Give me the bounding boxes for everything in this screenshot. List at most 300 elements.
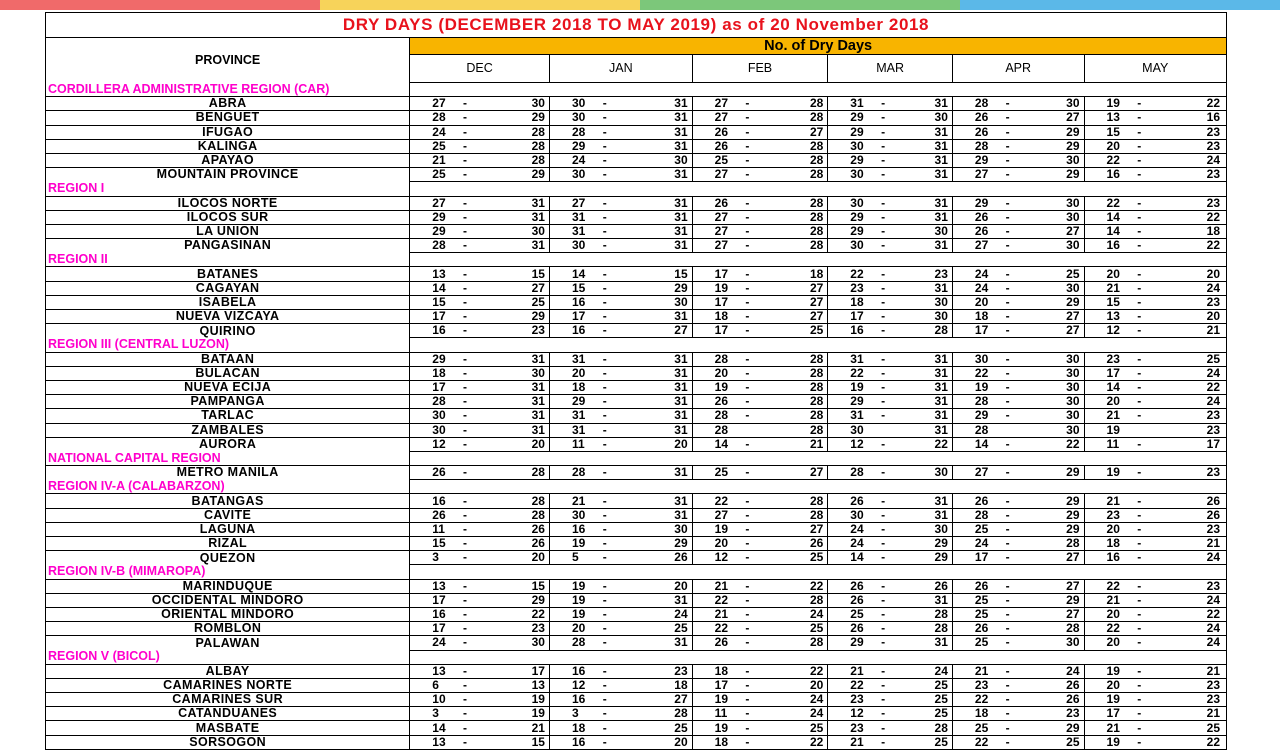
- range-dash-mar: -: [876, 437, 890, 451]
- range-start-dec: 29: [410, 224, 458, 238]
- range-start-feb: 20: [692, 537, 740, 551]
- range-end-apr: 28: [1015, 537, 1084, 551]
- range-dash-feb: -: [740, 324, 754, 338]
- range-start-mar: 22: [828, 267, 876, 281]
- range-start-may: 14: [1084, 224, 1132, 238]
- province-name: PANGASINAN: [46, 239, 410, 253]
- range-end-jan: 30: [612, 522, 692, 536]
- range-dash-feb: -: [740, 153, 754, 167]
- range-end-dec: 29: [472, 168, 549, 182]
- range-dash-may: -: [1132, 735, 1146, 749]
- range-end-apr: 29: [1015, 494, 1084, 508]
- province-name: PALAWAN: [46, 636, 410, 650]
- province-name: NUEVA VIZCAYA: [46, 310, 410, 324]
- range-start-mar: 30: [828, 139, 876, 153]
- range-dash-feb: -: [740, 622, 754, 636]
- range-end-apr: 27: [1015, 224, 1084, 238]
- range-dash-apr: -: [1001, 281, 1015, 295]
- range-end-jan: 30: [612, 295, 692, 309]
- range-dash-feb: -: [740, 593, 754, 607]
- range-end-mar: 31: [890, 239, 952, 253]
- range-dash-apr: -: [1001, 522, 1015, 536]
- range-dash-feb: -: [740, 522, 754, 536]
- province-name: CAMARINES NORTE: [46, 678, 410, 692]
- range-end-may: 23: [1146, 139, 1226, 153]
- range-start-mar: 19: [828, 380, 876, 394]
- color-segment-blue: [960, 0, 1280, 10]
- table-row: [46, 366, 1226, 380]
- range-dash-mar: -: [876, 111, 890, 125]
- range-dash-feb: [740, 423, 754, 437]
- range-dash-apr: -: [1001, 437, 1015, 451]
- range-start-dec: 13: [410, 579, 458, 593]
- table-row: [46, 125, 1226, 139]
- range-dash-may: -: [1132, 579, 1146, 593]
- range-dash-apr: -: [1001, 693, 1015, 707]
- range-dash-feb: -: [740, 380, 754, 394]
- range-end-jan: 31: [612, 196, 692, 210]
- range-start-feb: 27: [692, 224, 740, 238]
- range-start-mar: 31: [828, 97, 876, 111]
- table-row: [46, 607, 1226, 621]
- range-end-mar: 31: [890, 210, 952, 224]
- range-end-apr: 25: [1015, 267, 1084, 281]
- range-start-dec: 3: [410, 551, 458, 565]
- province-name: LA UNION: [46, 224, 410, 238]
- range-start-may: 12: [1084, 324, 1132, 338]
- range-start-apr: 26: [952, 210, 1000, 224]
- range-dash-dec: -: [458, 324, 472, 338]
- range-start-feb: 28: [692, 409, 740, 423]
- range-start-dec: 6: [410, 678, 458, 692]
- range-end-dec: 28: [472, 466, 549, 480]
- range-dash-feb: -: [740, 537, 754, 551]
- range-dash-dec: -: [458, 267, 472, 281]
- region-row-filler: [410, 565, 1226, 579]
- table-row: [46, 466, 1226, 480]
- region-name: REGION V (BICOL): [46, 650, 410, 664]
- province-column-header: PROVINCE: [46, 38, 410, 83]
- range-end-apr: 29: [1015, 721, 1084, 735]
- table-row: [46, 423, 1226, 437]
- range-end-dec: 27: [472, 281, 549, 295]
- range-end-apr: 30: [1015, 281, 1084, 295]
- range-start-feb: 17: [692, 678, 740, 692]
- table-row: [46, 693, 1226, 707]
- range-dash-may: -: [1132, 494, 1146, 508]
- range-dash-feb: -: [740, 111, 754, 125]
- range-dash-apr: -: [1001, 622, 1015, 636]
- range-start-apr: 17: [952, 551, 1000, 565]
- range-dash-mar: -: [876, 607, 890, 621]
- range-start-may: 23: [1084, 508, 1132, 522]
- range-start-feb: 19: [692, 721, 740, 735]
- range-end-jan: 31: [612, 593, 692, 607]
- range-end-apr: 30: [1015, 196, 1084, 210]
- range-start-jan: 16: [549, 522, 597, 536]
- range-dash-jan: -: [598, 707, 612, 721]
- range-end-dec: 31: [472, 352, 549, 366]
- range-dash-mar: -: [876, 267, 890, 281]
- range-start-apr: 19: [952, 380, 1000, 394]
- range-start-may: 11: [1084, 437, 1132, 451]
- range-start-dec: 26: [410, 508, 458, 522]
- range-start-jan: 20: [549, 622, 597, 636]
- range-start-mar: 28: [828, 466, 876, 480]
- region-name: CORDILLERA ADMINISTRATIVE REGION (CAR): [46, 83, 410, 97]
- province-name: CAGAYAN: [46, 281, 410, 295]
- range-start-dec: 27: [410, 97, 458, 111]
- province-name: OCCIDENTAL MINDORO: [46, 593, 410, 607]
- range-start-may: 15: [1084, 125, 1132, 139]
- range-end-feb: 28: [754, 380, 827, 394]
- range-end-dec: 31: [472, 423, 549, 437]
- range-end-jan: 31: [612, 380, 692, 394]
- range-end-mar: 31: [890, 125, 952, 139]
- range-dash-mar: -: [876, 494, 890, 508]
- table-row: [46, 324, 1226, 338]
- range-end-may: 22: [1146, 97, 1226, 111]
- range-end-may: 25: [1146, 721, 1226, 735]
- range-start-apr: 23: [952, 678, 1000, 692]
- range-start-dec: 21: [410, 153, 458, 167]
- range-start-dec: 16: [410, 607, 458, 621]
- range-end-dec: 23: [472, 324, 549, 338]
- province-name: KALINGA: [46, 139, 410, 153]
- range-end-mar: 31: [890, 366, 952, 380]
- range-start-feb: 17: [692, 295, 740, 309]
- range-dash-jan: -: [598, 551, 612, 565]
- range-start-feb: 27: [692, 111, 740, 125]
- range-dash-feb: -: [740, 721, 754, 735]
- range-start-apr: 28: [952, 97, 1000, 111]
- range-end-jan: 30: [612, 153, 692, 167]
- range-end-feb: 24: [754, 607, 827, 621]
- range-start-apr: 18: [952, 310, 1000, 324]
- range-start-may: 19: [1084, 466, 1132, 480]
- range-end-may: 23: [1146, 295, 1226, 309]
- range-start-dec: 24: [410, 636, 458, 650]
- range-dash-jan: -: [598, 522, 612, 536]
- range-start-may: 22: [1084, 579, 1132, 593]
- range-start-mar: 12: [828, 437, 876, 451]
- province-name: MASBATE: [46, 721, 410, 735]
- range-end-mar: 25: [890, 735, 952, 749]
- range-start-mar: 29: [828, 224, 876, 238]
- range-start-apr: 25: [952, 721, 1000, 735]
- range-start-feb: 19: [692, 693, 740, 707]
- range-end-jan: 31: [612, 224, 692, 238]
- range-start-may: 13: [1084, 111, 1132, 125]
- range-start-may: 20: [1084, 636, 1132, 650]
- range-start-apr: 25: [952, 522, 1000, 536]
- range-start-apr: 25: [952, 636, 1000, 650]
- range-start-jan: 27: [549, 196, 597, 210]
- range-start-mar: 12: [828, 707, 876, 721]
- range-end-feb: 27: [754, 522, 827, 536]
- range-end-dec: 28: [472, 153, 549, 167]
- range-dash-mar: -: [876, 522, 890, 536]
- range-end-mar: 30: [890, 111, 952, 125]
- range-end-mar: 31: [890, 409, 952, 423]
- range-end-feb: 18: [754, 267, 827, 281]
- range-end-apr: 30: [1015, 380, 1084, 394]
- range-dash-feb: -: [740, 707, 754, 721]
- range-dash-feb: -: [740, 437, 754, 451]
- range-start-feb: 27: [692, 210, 740, 224]
- province-name: QUEZON: [46, 551, 410, 565]
- range-end-mar: 28: [890, 721, 952, 735]
- range-start-may: 13: [1084, 310, 1132, 324]
- range-dash-mar: -: [876, 579, 890, 593]
- range-end-dec: 30: [472, 97, 549, 111]
- range-end-may: 26: [1146, 494, 1226, 508]
- range-end-mar: 31: [890, 97, 952, 111]
- region-row: [46, 338, 1226, 352]
- range-end-jan: 31: [612, 139, 692, 153]
- range-end-may: 22: [1146, 239, 1226, 253]
- range-end-may: 20: [1146, 310, 1226, 324]
- range-start-may: 22: [1084, 196, 1132, 210]
- range-dash-apr: -: [1001, 508, 1015, 522]
- range-start-jan: 31: [549, 210, 597, 224]
- range-dash-jan: -: [598, 196, 612, 210]
- province-name: ALBAY: [46, 664, 410, 678]
- range-dash-mar: -: [876, 310, 890, 324]
- range-start-dec: 16: [410, 324, 458, 338]
- range-start-mar: 25: [828, 607, 876, 621]
- range-dash-feb: -: [740, 551, 754, 565]
- range-dash-jan: -: [598, 437, 612, 451]
- range-start-jan: 30: [549, 508, 597, 522]
- range-dash-may: -: [1132, 111, 1146, 125]
- range-start-feb: 22: [692, 622, 740, 636]
- range-end-feb: 22: [754, 579, 827, 593]
- range-end-mar: 25: [890, 693, 952, 707]
- range-dash-feb: -: [740, 281, 754, 295]
- range-end-may: 24: [1146, 622, 1226, 636]
- range-dash-mar: -: [876, 210, 890, 224]
- range-end-dec: 31: [472, 409, 549, 423]
- range-end-jan: 31: [612, 111, 692, 125]
- range-dash-apr: -: [1001, 735, 1015, 749]
- table-body: [46, 83, 1226, 749]
- range-end-dec: 25: [472, 295, 549, 309]
- range-dash-may: -: [1132, 380, 1146, 394]
- range-start-mar: 30: [828, 508, 876, 522]
- range-end-may: 25: [1146, 352, 1226, 366]
- range-end-mar: 31: [890, 380, 952, 394]
- range-end-mar: 22: [890, 437, 952, 451]
- range-start-mar: 29: [828, 111, 876, 125]
- range-start-jan: 31: [549, 409, 597, 423]
- range-start-mar: 29: [828, 636, 876, 650]
- range-end-apr: 29: [1015, 522, 1084, 536]
- range-dash-dec: -: [458, 494, 472, 508]
- range-end-jan: 27: [612, 324, 692, 338]
- range-start-mar: 23: [828, 693, 876, 707]
- range-dash-apr: -: [1001, 366, 1015, 380]
- range-dash-feb: -: [740, 366, 754, 380]
- range-end-apr: 22: [1015, 437, 1084, 451]
- range-start-mar: 30: [828, 239, 876, 253]
- range-dash-mar: -: [876, 537, 890, 551]
- month-header-may: MAY: [1084, 55, 1226, 83]
- range-end-feb: 28: [754, 111, 827, 125]
- range-end-feb: 28: [754, 224, 827, 238]
- range-start-feb: 18: [692, 664, 740, 678]
- range-start-feb: 26: [692, 196, 740, 210]
- range-end-feb: 28: [754, 508, 827, 522]
- region-name: REGION II: [46, 253, 410, 267]
- range-dash-may: -: [1132, 324, 1146, 338]
- province-name: BATAAN: [46, 352, 410, 366]
- range-end-feb: 26: [754, 537, 827, 551]
- range-start-mar: 14: [828, 551, 876, 565]
- range-dash-mar: -: [876, 139, 890, 153]
- range-start-dec: 29: [410, 352, 458, 366]
- range-start-apr: 29: [952, 196, 1000, 210]
- range-dash-jan: -: [598, 466, 612, 480]
- range-end-mar: 26: [890, 579, 952, 593]
- range-start-jan: 30: [549, 111, 597, 125]
- range-dash-mar: -: [876, 295, 890, 309]
- range-end-dec: 19: [472, 707, 549, 721]
- range-dash-dec: -: [458, 352, 472, 366]
- province-name: METRO MANILA: [46, 466, 410, 480]
- range-end-may: 18: [1146, 224, 1226, 238]
- range-start-jan: 31: [549, 352, 597, 366]
- range-start-dec: 14: [410, 721, 458, 735]
- range-start-may: 15: [1084, 295, 1132, 309]
- range-start-mar: 26: [828, 494, 876, 508]
- range-dash-dec: -: [458, 139, 472, 153]
- region-name: REGION I: [46, 182, 410, 196]
- range-dash-jan: -: [598, 693, 612, 707]
- province-name: BULACAN: [46, 366, 410, 380]
- table-row: [46, 267, 1226, 281]
- range-start-jan: 18: [549, 721, 597, 735]
- range-dash-apr: -: [1001, 409, 1015, 423]
- range-end-feb: 20: [754, 678, 827, 692]
- range-dash-may: -: [1132, 466, 1146, 480]
- range-dash-dec: -: [458, 97, 472, 111]
- range-start-apr: 27: [952, 466, 1000, 480]
- range-dash-mar: -: [876, 551, 890, 565]
- range-end-feb: 27: [754, 281, 827, 295]
- range-end-dec: 26: [472, 537, 549, 551]
- province-name: IFUGAO: [46, 125, 410, 139]
- range-start-jan: 24: [549, 153, 597, 167]
- range-dash-mar: -: [876, 508, 890, 522]
- range-end-mar: 23: [890, 267, 952, 281]
- range-start-feb: 25: [692, 153, 740, 167]
- range-end-dec: 31: [472, 196, 549, 210]
- range-start-dec: 15: [410, 295, 458, 309]
- range-end-feb: 28: [754, 210, 827, 224]
- range-end-may: 17: [1146, 437, 1226, 451]
- range-dash-may: -: [1132, 622, 1146, 636]
- range-dash-may: -: [1132, 437, 1146, 451]
- range-start-feb: 26: [692, 139, 740, 153]
- range-dash-feb: -: [740, 508, 754, 522]
- table-row: [46, 168, 1226, 182]
- range-start-mar: 26: [828, 579, 876, 593]
- range-end-may: 23: [1146, 423, 1226, 437]
- range-dash-feb: -: [740, 125, 754, 139]
- range-start-jan: 16: [549, 664, 597, 678]
- range-end-apr: 26: [1015, 693, 1084, 707]
- range-start-feb: 26: [692, 125, 740, 139]
- province-name: PAMPANGA: [46, 395, 410, 409]
- range-end-mar: 30: [890, 224, 952, 238]
- range-end-may: 23: [1146, 522, 1226, 536]
- range-start-may: 19: [1084, 664, 1132, 678]
- range-end-feb: 25: [754, 324, 827, 338]
- range-start-mar: 22: [828, 366, 876, 380]
- range-start-feb: 18: [692, 735, 740, 749]
- range-dash-dec: -: [458, 111, 472, 125]
- range-end-dec: 31: [472, 239, 549, 253]
- range-dash-mar: -: [876, 352, 890, 366]
- range-start-jan: 16: [549, 693, 597, 707]
- table-row: [46, 707, 1226, 721]
- range-end-may: 23: [1146, 125, 1226, 139]
- range-start-feb: 19: [692, 281, 740, 295]
- province-name: QUIRINO: [46, 324, 410, 338]
- range-start-apr: 26: [952, 111, 1000, 125]
- range-dash-jan: -: [598, 239, 612, 253]
- range-start-dec: 27: [410, 196, 458, 210]
- range-end-may: 21: [1146, 664, 1226, 678]
- range-start-feb: 21: [692, 579, 740, 593]
- dry-days-sheet: [45, 12, 1227, 750]
- table-row: [46, 380, 1226, 394]
- range-start-feb: 22: [692, 593, 740, 607]
- range-end-feb: 28: [754, 196, 827, 210]
- range-dash-apr: -: [1001, 593, 1015, 607]
- range-dash-apr: -: [1001, 636, 1015, 650]
- range-dash-jan: -: [598, 423, 612, 437]
- range-end-mar: 28: [890, 622, 952, 636]
- range-dash-feb: -: [740, 494, 754, 508]
- range-end-may: 24: [1146, 551, 1226, 565]
- range-end-mar: 30: [890, 466, 952, 480]
- range-end-dec: 19: [472, 693, 549, 707]
- range-start-may: 22: [1084, 622, 1132, 636]
- range-start-apr: 24: [952, 537, 1000, 551]
- range-start-mar: 30: [828, 423, 876, 437]
- range-dash-dec: -: [458, 409, 472, 423]
- range-end-may: 23: [1146, 466, 1226, 480]
- range-dash-mar: -: [876, 409, 890, 423]
- range-start-feb: 12: [692, 551, 740, 565]
- range-end-feb: 27: [754, 310, 827, 324]
- range-start-may: 16: [1084, 239, 1132, 253]
- range-end-apr: 29: [1015, 593, 1084, 607]
- table-row: [46, 295, 1226, 309]
- range-dash-may: -: [1132, 224, 1146, 238]
- range-end-mar: 28: [890, 324, 952, 338]
- range-end-feb: 25: [754, 551, 827, 565]
- region-row-filler: [410, 480, 1226, 494]
- range-start-mar: 29: [828, 125, 876, 139]
- range-dash-may: -: [1132, 168, 1146, 182]
- range-end-jan: 31: [612, 508, 692, 522]
- range-dash-feb: -: [740, 693, 754, 707]
- range-dash-may: -: [1132, 395, 1146, 409]
- region-row: [46, 253, 1226, 267]
